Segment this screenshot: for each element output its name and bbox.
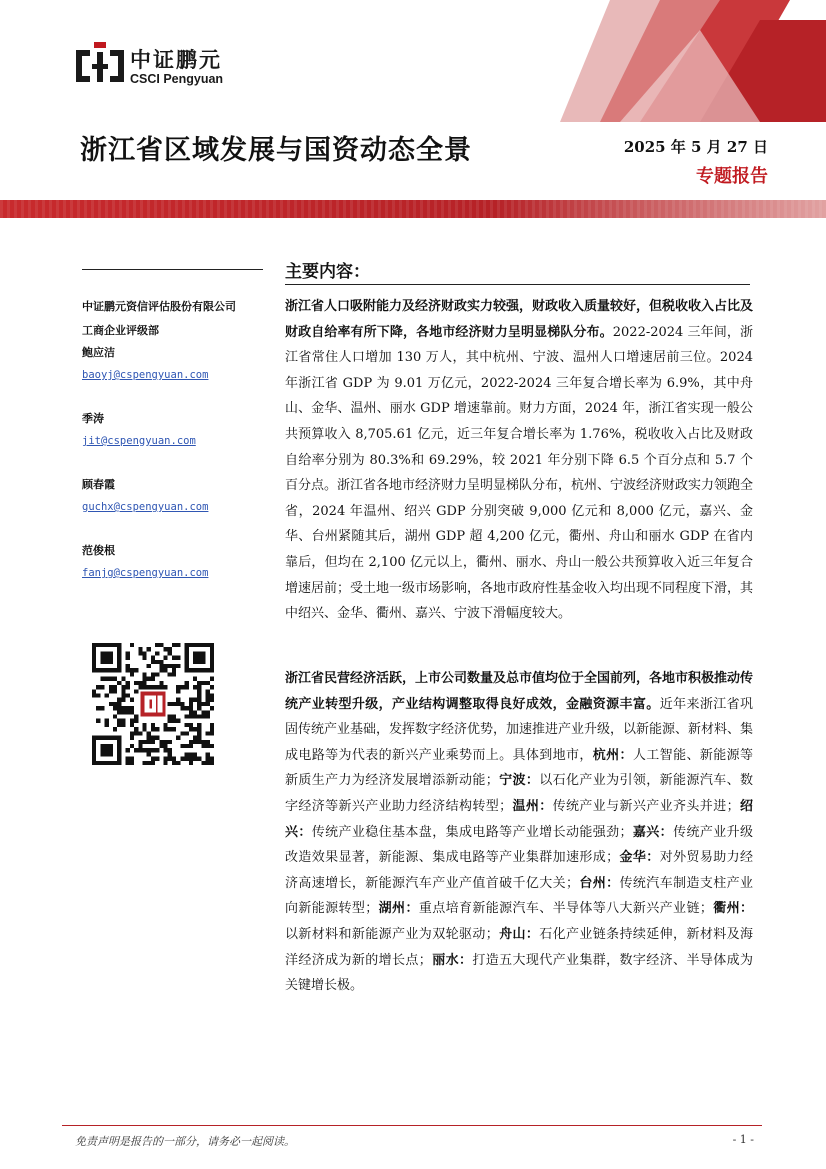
analyst-email-link[interactable]: fanjg@cspengyuan.com <box>82 567 209 579</box>
analyst-name: 顾春霞 <box>82 478 115 491</box>
footer-divider <box>62 1125 762 1126</box>
report-date: 2025 年 5 月 27 日 <box>623 138 768 156</box>
city-text: 重点培育新能源汽车、半导体等八大新兴产业链； <box>418 901 713 917</box>
city-text: 传统汽车制造支柱产业向新能源转型； <box>285 875 753 917</box>
analyst-name: 季涛 <box>82 412 104 425</box>
sidebar-divider <box>82 269 263 270</box>
analyst-contact <box>82 478 272 514</box>
city-name: 台州： <box>579 875 620 891</box>
header-divider-stripe <box>0 200 826 218</box>
report-title: 浙江省区域发展与国资动态全景 <box>80 135 472 166</box>
analyst-name: 范俊根 <box>82 544 115 557</box>
paragraph-intro: 近年来浙江省巩固传统产业基础，发挥数字经济优势，加速推进产业升级，以新能源、新材料、集成电路等为代表的新兴产业乘势而上。具体到地市， <box>285 696 754 763</box>
analyst-email-link[interactable]: baoyj@cspengyuan.com <box>82 369 209 381</box>
paragraph-lead: 浙江省民营经济活跃，上市公司数量及总市值均位于全国前列，各地市积极推动传统产业转型升级，产业结构调整取得良好成效，金融资源丰富。 <box>285 671 754 712</box>
brand-name-en: CSCI Pengyuan <box>130 72 224 86</box>
company-name: 中证鹏元资信评估股份有限公司 <box>82 300 236 313</box>
department-name: 工商企业评级部 <box>82 324 159 337</box>
city-name: 杭州： <box>592 747 633 763</box>
page-number: - 1 - <box>732 1133 754 1146</box>
analyst-contact <box>82 544 272 580</box>
city-name: 舟山： <box>498 926 540 942</box>
city-name: 绍兴： <box>285 798 753 840</box>
city-text: 以新材料和新能源产业为双轮驱动； <box>285 926 499 942</box>
city-name: 丽水： <box>431 952 473 968</box>
city-name: 温州： <box>512 798 553 814</box>
analyst-name: 鲍应洁 <box>82 346 115 359</box>
city-name: 宁波： <box>498 773 540 789</box>
city-text: 打造五大现代产业集群，数字经济、半导体成为关键增长极。 <box>285 952 753 994</box>
footer-disclaimer: 免责声明是报告的一部分，请务必一起阅读。 <box>75 1135 295 1148</box>
city-name: 嘉兴： <box>632 824 674 840</box>
section-heading: 主要内容： <box>285 262 370 282</box>
city-name: 金华： <box>619 850 660 866</box>
city-text: 石化产业链条持续延伸，新材料及海洋经济成为新的增长点； <box>285 926 753 968</box>
report-type: 专题报告 <box>696 166 768 187</box>
cscipy-logo-icon <box>76 42 124 90</box>
section-divider <box>285 284 750 285</box>
city-text: 对外贸易助力经济高速增长，新能源汽车产业产值首破千亿大关； <box>285 850 753 891</box>
analyst-contact <box>82 346 272 382</box>
paragraph-body: 2022-2024 三年间，浙江省常住人口增加 130 万人，其中杭州、宁波、温州人口增速居前三位。2024 年浙江省 GDP 为 9.01 万亿元，2022-2024 三年复合增长率为 6.9%，其中舟山、金华、温州、丽水 GDP 增速靠前。财力方面，2024 年，浙江省实现一般公共预算收入 8,705.61 亿元，近三年复合增长率为 1.76%，税收收入占比及财政自给率分别为 80.3%和 69.29%，较 2021 年分别下降 6.5 个百分点和 5.7 个百分点。浙江省各地市经济财力呈明显梯队分布，杭州、宁波经济财政实力领跑全省，2024 年温州、绍兴 GDP 分别突破 9,000 亿元和 8,000 亿元，嘉兴、金华、台州紧随其后，湖州 GDP 超 4,200 亿元，衢州、舟山和丽水 GDP 在省内靠后，但均在 2,100 亿元以上，衢州、丽水、舟山一般公共预算收入近三年复合增速居前；受土地一级市场影响，各地市政府性基金收入均出现不同程度下滑，其中绍兴、金华、衢州、嘉兴、宁波下滑幅度较大。 <box>285 324 754 622</box>
qr-code-icon[interactable] <box>92 643 214 765</box>
city-name: 衢州： <box>712 901 753 917</box>
city-text: 传统产业升级改造效果显著，新能源、集成电路等产业集群加速形成； <box>285 824 753 866</box>
sidebar <box>82 300 272 610</box>
city-name: 湖州： <box>378 901 419 917</box>
header-band <box>0 0 826 122</box>
city-text: 人工智能、新能源等新质生产力为经济发展增添新动能； <box>285 747 753 789</box>
analyst-email-link[interactable]: guchx@cspengyuan.com <box>82 501 209 513</box>
brand-name-cn: 中证鹏元 <box>130 48 222 72</box>
city-text: 以石化产业为引领，新能源汽车、数字经济等新兴产业助力经济结构转型； <box>285 773 753 814</box>
analyst-email-link[interactable]: jit@cspengyuan.com <box>82 435 196 447</box>
analyst-contact <box>82 412 272 448</box>
city-text: 传统产业稳住基本盘，集成电路等产业增长动能强劲； <box>311 824 633 840</box>
summary-paragraph-1 <box>285 294 753 627</box>
paragraph-lead: 浙江省人口吸附能力及经济财政实力较强，财政收入质量较好，但税收收入占比及财政自给率有所下降，各地市经济财力呈明显梯队分布。 <box>285 299 754 340</box>
city-text: 传统产业与新兴产业齐头并进； <box>552 798 740 814</box>
summary-paragraph-2 <box>285 666 753 999</box>
